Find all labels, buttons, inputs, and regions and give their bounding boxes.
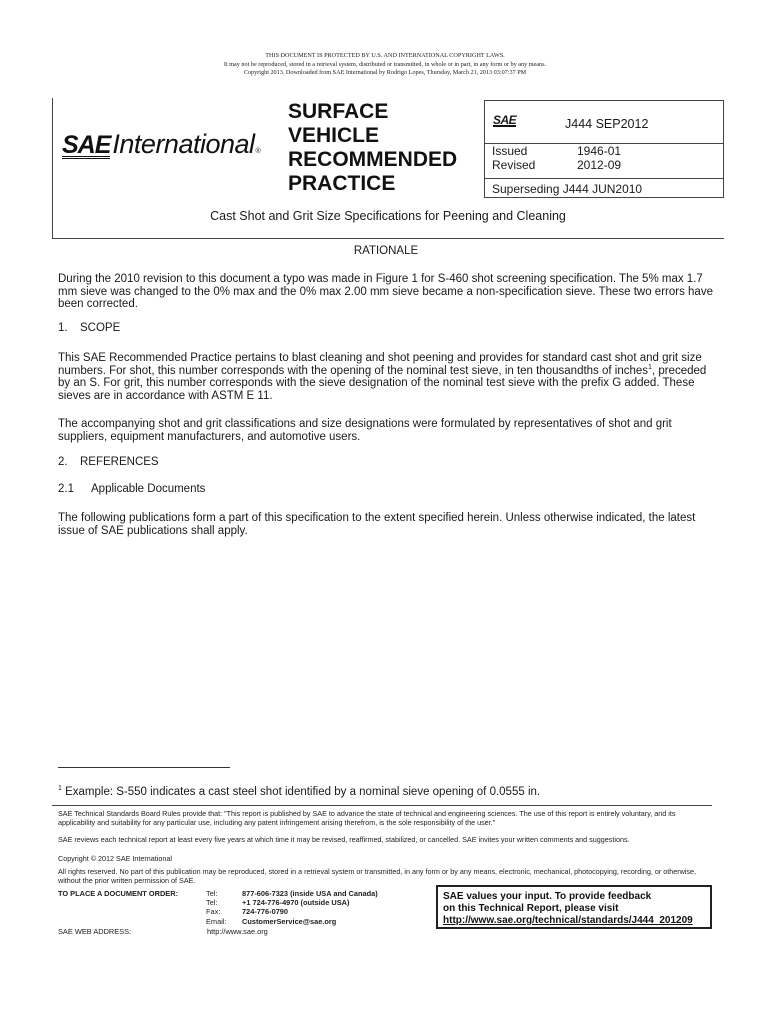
contact-value: 877-606-7323 (inside USA and Canada) [242, 889, 378, 898]
contact-key: Tel: [206, 889, 218, 898]
rationale-text: During the 2010 revision to this document a typo was made in Figure 1 for S-460 shot screening specification. The 5% max 1.7 mm sieve was changed to the 0% max and the 0% max 2.00 mm sieve became a non-specification sieve. These two errors have been corrected. [58, 273, 713, 311]
contact-row [206, 917, 378, 926]
rights-text: All rights reserved. No part of this publication may be reproduced, stored in a retrieval system or transmitted, in any form or by any means, electronic, mechanical, photocopying, recording, or otherwise, without the prior written permission of SAE. [58, 867, 696, 885]
applicable-documents-heading [58, 483, 205, 495]
document-title: Cast Shot and Grit Size Specifications for Peening and Cleaning [210, 209, 566, 223]
scope-heading [58, 322, 120, 334]
web-address-label: SAE WEB ADDRESS: [58, 927, 132, 936]
doc-type-line: SURFACE [288, 100, 389, 123]
contact-value: 724-776-0790 [242, 907, 289, 917]
contact-key: Email: [206, 916, 227, 926]
contact-row [206, 898, 378, 907]
rationale-heading: RATIONALE [353, 245, 419, 257]
feedback-line-1: SAE values your input. To provide feedback [443, 891, 652, 902]
logo-sae-text: SAE [62, 131, 111, 159]
document-number: J444 SEP2012 [565, 117, 649, 131]
footnote [58, 786, 540, 798]
order-contacts [206, 889, 378, 926]
section-number: 2. [58, 456, 68, 468]
doc-type-line: VEHICLE [288, 124, 380, 147]
sae-international-logo [62, 129, 261, 159]
doc-type-line: RECOMMENDED [288, 148, 458, 171]
notice-line-2: It may not be reproduced, stored in a retrieval system, distributed or transmitted, in whole or in part, in any form or by any means. [223, 60, 547, 68]
mini-sae-logo: SAE [493, 113, 517, 127]
order-label: TO PLACE A DOCUMENT ORDER: [58, 889, 179, 898]
document-info-box [484, 100, 724, 198]
logo-international-text: International [112, 129, 255, 159]
doc-type-line: PRACTICE [288, 172, 396, 195]
contact-row [206, 889, 378, 898]
section-number: 2.1 [58, 483, 74, 495]
issued-label: Issued [492, 144, 528, 158]
feedback-box [436, 885, 712, 929]
footer-divider [52, 805, 712, 806]
notice-line-3: Copyright 2013. Downloaded from SAE International by Rodrigo Lopes, Thursday, March 21, 2013 03:07:37 PM [243, 69, 527, 77]
copyright-notice [150, 52, 620, 78]
scope-text-a: This SAE Recommended Practice pertains to blast cleaning and shot peening and provides for standard cast shot and grit size numbers. For shot, this number corresponds with the opening of the nominal test sieve, in ten thousandths of inches [58, 352, 702, 377]
footnote-number: 1 [58, 785, 62, 793]
superseding-text: Superseding J444 JUN2010 [492, 182, 643, 196]
section-title: Applicable Documents [91, 483, 206, 495]
feedback-link[interactable]: http://www.sae.org/technical/standards/J444_201209 [443, 915, 693, 926]
applicable-documents-text: The following publications form a part of this specification to the extent specified herein. Unless otherwise indicated, the latest issue of SAE publications shall apply. [58, 512, 696, 537]
revised-value: 2012-09 [577, 158, 622, 172]
contact-value: +1 724-776-4970 (outside USA) [242, 898, 350, 908]
footnote-ref: 1 [648, 363, 652, 371]
section-title: REFERENCES [80, 456, 159, 468]
registered-mark: ® [255, 148, 261, 155]
board-rules-text: SAE Technical Standards Board Rules provide that: "This report is published by SAE to advance the state of technical and engineering sciences. The use of this report is entirely voluntary, and its applicability and suitability for any particular use, including any patent infringement arising therefrom, is the sole responsibility of the user." [58, 809, 676, 827]
review-text: SAE reviews each technical report at least every five years at which time it may be revised, reaffirmed, stabilized, or cancelled. SAE invites your written comments and suggestions. [58, 835, 630, 844]
document-type [288, 100, 478, 196]
contact-key: Tel: [206, 898, 218, 908]
issued-value: 1946-01 [577, 144, 622, 158]
doc-number-row [485, 101, 723, 144]
footnote-text: Example: S-550 indicates a cast steel shot identified by a nominal sieve opening of 0.0555 in. [61, 786, 541, 798]
contact-row [206, 907, 378, 916]
scope-paragraph-1 [58, 352, 714, 402]
references-heading [58, 456, 159, 468]
footnote-divider [58, 767, 230, 768]
contact-email[interactable]: CustomerService@sae.org [242, 916, 337, 926]
scope-paragraph-2: The accompanying shot and grit classifications and size designations were formulated by representatives of shot and grit suppliers, equipment manufacturers, and automotive users. [58, 418, 672, 443]
section-title: SCOPE [80, 322, 121, 334]
notice-line-1: THIS DOCUMENT IS PROTECTED BY U.S. AND INTERNATIONAL COPYRIGHT LAWS. [265, 52, 505, 59]
revised-label: Revised [492, 158, 536, 172]
web-address-link[interactable]: http://www.sae.org [207, 927, 268, 936]
section-number: 1. [58, 322, 68, 334]
scope-text-b: , preceded by an S. For grit, this number corresponds with the sieve designation of the nominal test sieve with the prefix G added. These sieves are in accordance with ASTM E 11. [58, 364, 707, 402]
dates-row [485, 143, 723, 179]
feedback-line-2: on this Technical Report, please visit [443, 903, 619, 914]
copyright-text: Copyright © 2012 SAE International [58, 854, 172, 863]
contact-key: Fax: [206, 907, 221, 917]
